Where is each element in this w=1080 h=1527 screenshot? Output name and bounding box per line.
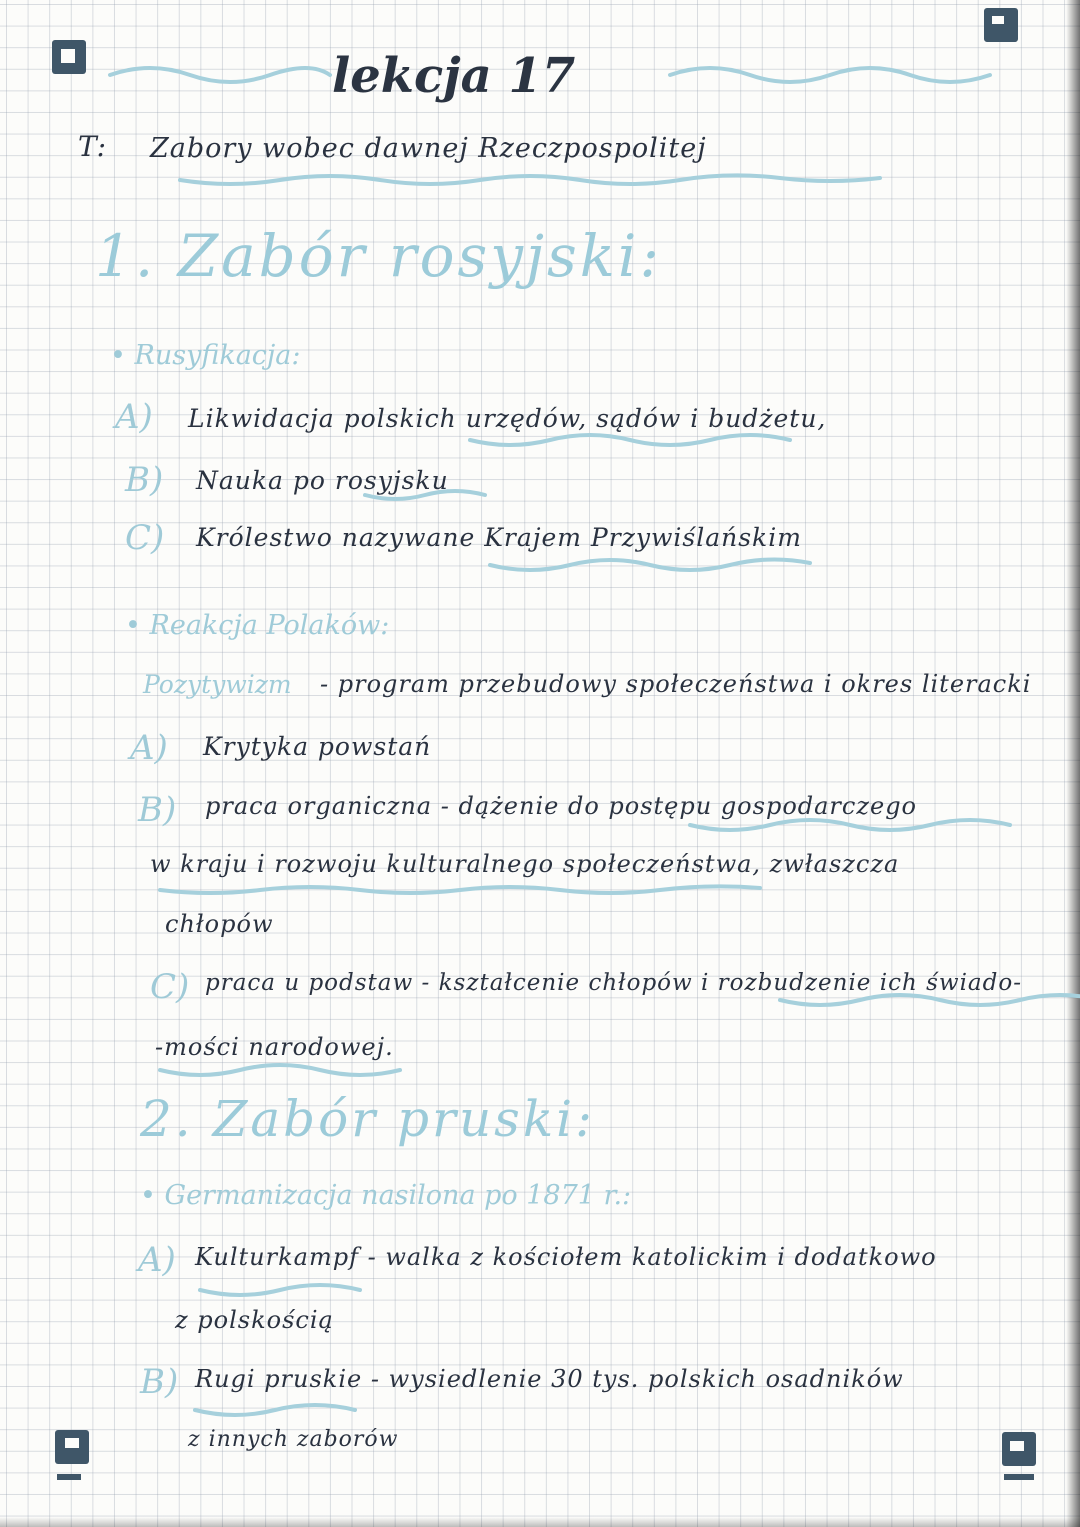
list-item: praca organiczna - dążenie do postępu gospodarczego xyxy=(205,792,918,820)
list-letter: A) xyxy=(130,728,168,768)
list-item: Nauka po rosyjsku xyxy=(196,466,449,495)
list-item-continuation: -mości narodowej. xyxy=(155,1033,394,1061)
list-item: Królestwo nazywane Krajem Przywiślańskim xyxy=(196,523,802,552)
list-item-continuation: z polskością xyxy=(175,1306,334,1334)
positivism-definition: - program przebudowy społeczeństwa i okres literacki xyxy=(320,670,1032,698)
list-item: praca u podstaw - kształcenie chłopów i rozbudzenie ich świado- xyxy=(205,970,1022,996)
list-item-continuation: z innych zaborów xyxy=(188,1427,399,1452)
topic-text: Zabory wobec dawnej Rzeczpospolitej xyxy=(150,133,707,164)
section2-subheading-germanizacja: • Germanizacja nasilona po 1871 r.: xyxy=(140,1180,632,1211)
list-item: Kulturkampf - walka z kościołem katolickim i dodatkowo xyxy=(195,1243,937,1271)
list-letter: B) xyxy=(138,790,177,830)
list-letter: B) xyxy=(125,460,164,500)
list-letter: A) xyxy=(115,397,153,437)
positivism-term: Pozytywizm xyxy=(143,670,292,699)
list-item-continuation: w kraju i rozwoju kulturalnego społeczeństwa, zwłaszcza xyxy=(150,850,900,878)
list-item: Likwidacja polskich urzędów, sądów i budżetu, xyxy=(188,404,827,433)
list-item: Rugi pruskie - wysiedlenie 30 tys. polskich osadników xyxy=(195,1365,904,1393)
list-item-continuation: chłopów xyxy=(165,910,274,938)
list-letter: B) xyxy=(140,1362,179,1402)
list-letter: C) xyxy=(150,967,190,1007)
list-letter: C) xyxy=(125,518,165,558)
section1-heading: 1. Zabór rosyjski: xyxy=(95,222,663,290)
list-item: Krytyka powstań xyxy=(203,732,432,761)
section1-subheading-rusyfikacja: • Rusyfikacja: xyxy=(110,340,301,371)
section2-heading: 2. Zabór pruski: xyxy=(140,1090,595,1148)
lesson-title: lekcja 17 xyxy=(332,48,576,104)
topic-prefix: T: xyxy=(78,130,108,163)
section1-subheading-reakcja: • Reakcja Polaków: xyxy=(125,610,390,641)
list-letter: A) xyxy=(138,1240,176,1280)
